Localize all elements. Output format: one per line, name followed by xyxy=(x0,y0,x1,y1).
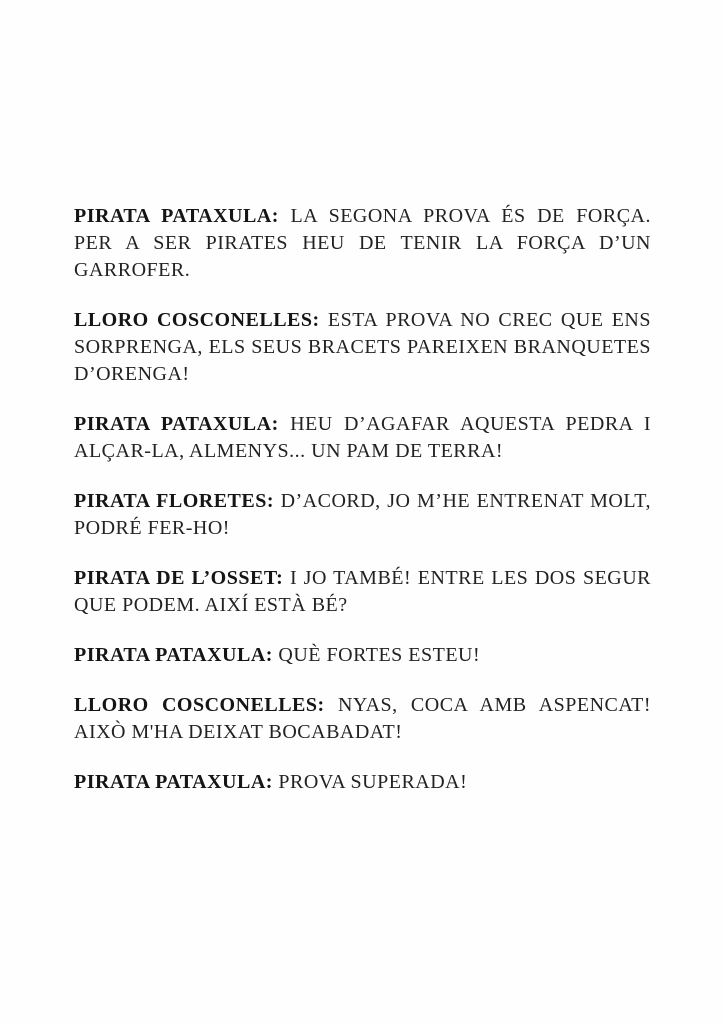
speech-text: NYAS, COCA AMB ASPENCAT! AIXÒ M'HA DEIXAT BOCABADAT! xyxy=(74,694,652,743)
speech-text: PROVA SUPERADA! xyxy=(278,771,468,793)
dialogue-line xyxy=(74,488,651,542)
speech-text: QUÈ FORTES ESTEU! xyxy=(278,644,481,666)
dialogue-line xyxy=(74,307,651,388)
speech-text: HEU D’AGAFAR AQUESTA PEDRA I ALÇAR-LA, ALMENYS... UN PAM DE TERRA! xyxy=(74,413,651,462)
speaker-name: PIRATA PATAXULA: xyxy=(74,205,279,227)
dialogue-line xyxy=(74,642,651,669)
dialogue-line xyxy=(74,411,651,465)
dialogue-line xyxy=(74,565,651,619)
speech-text: LA SEGONA PROVA ÉS DE FORÇA. PER A SER PIRATES HEU DE TENIR LA FORÇA D’UN GARROFER. xyxy=(74,205,651,281)
speech-text: D’ACORD, JO M’HE ENTRENAT MOLT, PODRÉ FER-HO! xyxy=(74,490,651,539)
dialogue-line xyxy=(74,692,651,746)
speaker-name: LLORO COSCONELLES: xyxy=(74,309,320,331)
speaker-name: PIRATA FLORETES: xyxy=(74,490,275,512)
dialogue-line xyxy=(74,203,651,284)
dialogue-line xyxy=(74,769,651,796)
dialogue-text-block xyxy=(74,203,651,796)
speech-text: ESTA PROVA NO CREC QUE ENS SORPRENGA, ELS SEUS BRACETS PAREIXEN BRANQUETES D’ORENGA! xyxy=(74,309,651,385)
speaker-name: PIRATA PATAXULA: xyxy=(74,413,279,435)
speaker-name: PIRATA DE L’OSSET: xyxy=(74,567,284,589)
speaker-name: LLORO COSCONELLES: xyxy=(74,694,325,716)
speaker-name: PIRATA PATAXULA: xyxy=(74,644,273,666)
speaker-name: PIRATA PATAXULA: xyxy=(74,771,273,793)
speech-text: I JO TAMBÉ! ENTRE LES DOS SEGUR QUE PODEM. AIXÍ ESTÀ BÉ? xyxy=(74,567,652,616)
